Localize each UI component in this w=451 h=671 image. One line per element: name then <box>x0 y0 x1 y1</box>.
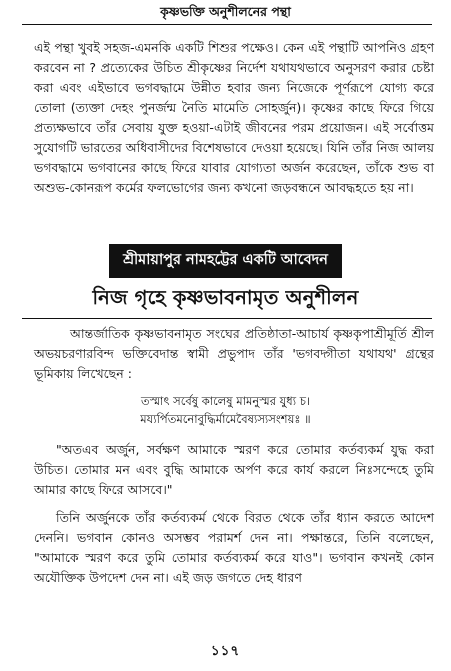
banner-container <box>0 244 451 278</box>
body-paragraph-1: এই পন্থা খুবই সহজ-এমনকি একটি শিশুর পক্ষেও। কেন এই পন্থাটি আপনিও গ্রহণ করবেন না ? প্রত্যেকের উচিত শ্রীকৃষ্ণের নির্দেশ যথাযথভাবে অনুসরণ করার চেষ্টা করা এবং এইভাবে ভগবদ্ধামে উন্নীত হবার জন্য নিজেকে পূর্ণরূপে যোগ্য করে তোলা (ত্যক্তা দেহং পুনর্জন্ম নৈতি মামেতি সোহর্জুন)। কৃষ্ণের কাছে ফিরে গিয়ে প্রত্যক্ষভাবে তাঁর সেবায় যুক্ত হওয়া-এটাই জীবনের পরম প্রয়োজন। এই সর্বোত্তম সুযোগটি ভারতের অধিবাসীদের বিশেষভাবে দেওয়া হয়েছে। যিনি তাঁর নিজ আলয় ভগবদ্ধামে ভগবানের কাছে ফিরে যাবার যোগ্যতা অর্জন করেছেন, তাঁকে শুভ বা অশুভ-কোনরূপ কর্মের ফলভোগের জন্য কখনো জড়বন্ধনে আবদ্ধহতে হয় না। <box>34 40 434 195</box>
sanskrit-verse-line-1: তস্মাৎ সর্বেষু কালেষু মামনুস্মর যুধ্য চ। <box>140 394 311 408</box>
sanskrit-verse-line-2: ময্যর্পিতমনোবুদ্ধির্মামেবৈষ্যস্যসংশয়ঃ ॥ <box>140 412 311 426</box>
header-divider <box>22 24 432 25</box>
page-number: ১১৭ <box>210 643 241 659</box>
appeal-banner: শ্রীমায়াপুর নামহট্টের একটি আবেদন <box>109 244 342 278</box>
section-heading-underline <box>22 318 432 319</box>
section-heading: নিজ গৃহে কৃষ্ণভাবনামৃত অনুশীলন <box>92 286 359 309</box>
body-paragraph-4: তিনি অর্জুনকে তাঁর কর্তব্যকর্ম থেকে বিরত থেকে তাঁর ধ্যান করতে আদেশ দেননি। ভগবান কোনও অসম্ভব পরামর্শ দেন না। পক্ষান্তরে, তিনি বলেছেন, "আমাকে স্মরণ করে তুমি তোমার কর্তব্যকর্ম করে যাও"। ভগবান কখনই কোন অযৌক্তিক উপদেশ দেন না। এই জড় জগতে দেহ ধারণ <box>34 510 434 585</box>
running-title: কৃষ্ণভক্তি অনুশীলনের পন্থা <box>160 4 291 19</box>
body-paragraph-2: আন্তর্জাতিক কৃষ্ণভাবনামৃত সংঘের প্রতিষ্ঠাতা-আচার্য কৃষ্ণকৃপাশ্রীমূর্তি শ্রীল অভয়চরণারবিন্দ ভক্তিবেদান্ত স্বামী প্রভুপাদ তাঁর 'ভগবদ্গীতা যথাযথ' গ্রন্থের ভূমিকায় লিখেছেন : <box>34 326 434 381</box>
verse-translation-quote: "অতএব অর্জুন, সর্বক্ষণ আমাকে স্মরণ করে তোমার কর্তব্যকর্ম যুদ্ধ করা উচিত। তোমার মন এবং বুদ্ধি আমাকে অর্পণ করে কার্য করলে নিঃসন্দেহে তুমি আমার কাছে ফিরে আসবে।" <box>34 442 434 497</box>
